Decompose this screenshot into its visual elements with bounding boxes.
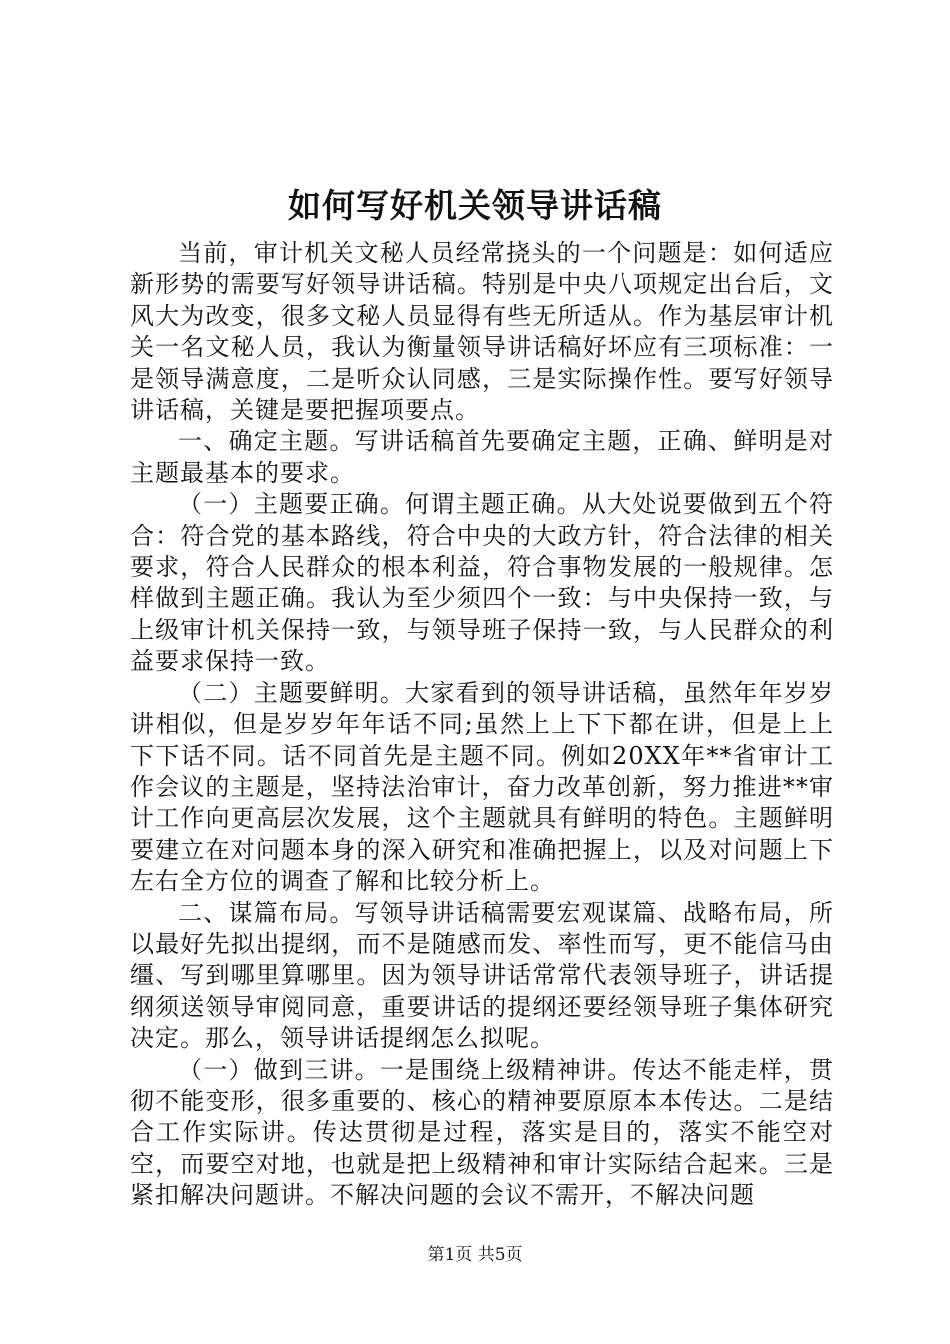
page-footer: 第1页 共5页 bbox=[427, 1245, 523, 1265]
paragraph: 当前，审计机关文秘人员经常挠头的一个问题是：如何适应新形势的需要写好领导讲话稿。特别是中央八项规定出台后，文风大为改变，很多文秘人员显得有些无所适从。作为基层审计机关一名文秘人员，我认为衡量领导讲话稿好坏应有三项标准：一是领导满意度，二是听众认同感，三是实际操作性。要写好领导讲话稿，关键是要把握项要点。 bbox=[130, 239, 834, 425]
paragraph: （二）主题要鲜明。大家看到的领导讲话稿，虽然年年岁岁讲相似，但是岁岁年年话不同;虽然上上下下都在讲，但是上上下下话不同。话不同首先是主题不同。例如20XX年**省审计工作会议的主题是，坚持法治审计，奋力改革创新，努力推进**审计工作向更高层次发展，这个主题就具有鲜明的特色。主题鲜明要建立在对问题本身的深入研究和准确把握上，以及对问题上下左右全方位的调查了解和比较分析上。 bbox=[130, 678, 834, 896]
document-body bbox=[130, 238, 834, 1212]
paragraph: 一、确定主题。写讲话稿首先要确定主题，正确、鲜明是对主题最基本的要求。 bbox=[130, 427, 834, 487]
paragraph: （一）做到三讲。一是围绕上级精神讲。传达不能走样，贯彻不能变形，很多重要的、核心的精神要原原本本传达。二是结合工作实际讲。传达贯彻是过程，落实是目的，落实不能空对空，而要空对地，也就是把上级精神和审计实际结合起来。三是紧扣解决问题讲。不解决问题的会议不需开，不解决问题 bbox=[130, 1055, 834, 1210]
paragraph: 二、谋篇布局。写领导讲话稿需要宏观谋篇、战略布局，所以最好先拟出提纲，而不是随感而发、率性而写，更不能信马由缰、写到哪里算哪里。因为领导讲话常常代表领导班子，讲话提纲须送领导审阅同意，重要讲话的提纲还要经领导班子集体研究决定。那么，领导讲话提纲怎么拟呢。 bbox=[130, 898, 834, 1053]
paragraph: （一）主题要正确。何谓主题正确。从大处说要做到五个符合：符合党的基本路线，符合中央的大政方针，符合法律的相关要求，符合人民群众的根本利益，符合事物发展的一般规律。怎样做到主题正确。我认为至少须四个一致：与中央保持一致，与上级审计机关保持一致，与领导班子保持一致，与人民群众的利益要求保持一致。 bbox=[130, 490, 834, 676]
page-title: 如何写好机关领导讲话稿 bbox=[288, 186, 662, 225]
